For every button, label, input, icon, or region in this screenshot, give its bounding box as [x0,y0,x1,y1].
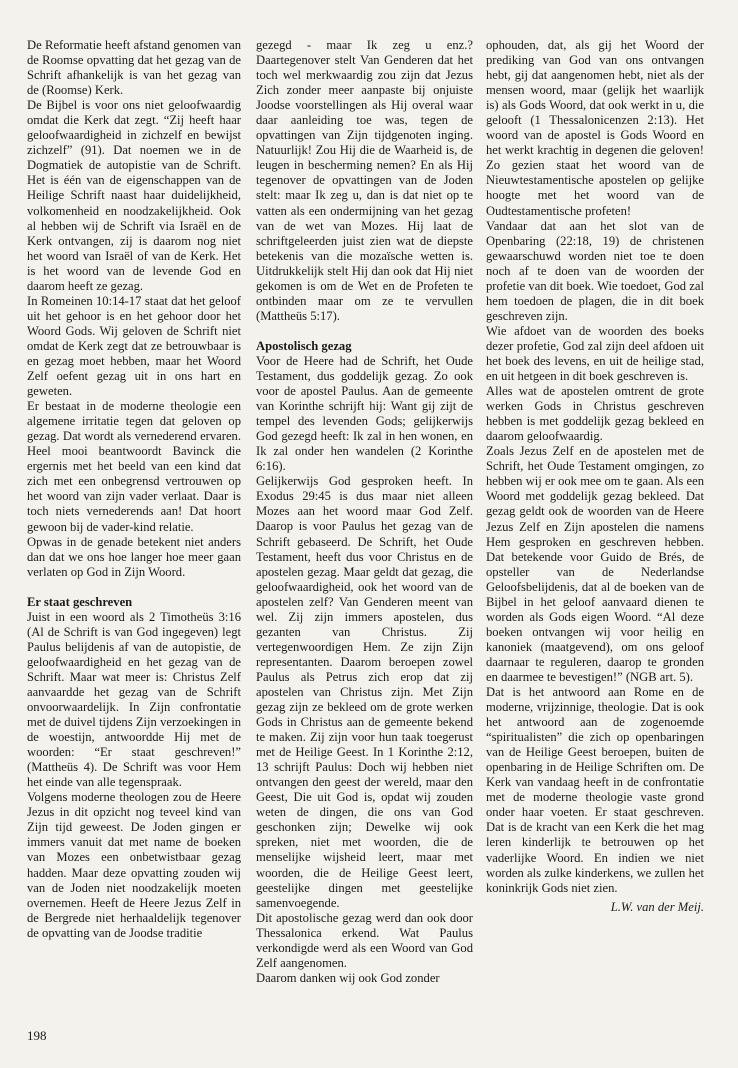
author-signature: L.W. van der Meij. [610,899,704,914]
paragraph: Dit apostolische gezag werd dan ook door Thessalonica erkend. Wat Paulus verkondigde werd als een Woord van God Zelf aangenomen. [256,910,473,970]
paragraph: De Reformatie heeft afstand genomen van de Roomse opvatting dat het gezag van de Schrift afhankelijk is van het gezag van de (Roomse) Kerk. [27,38,241,98]
section-heading: Apostolisch gezag [256,338,352,353]
paragraph: Volgens moderne theologen zou de Heere Jezus in dit opzicht nog teveel kind van Zijn tijd geweest. De Joden gingen er immers vanuit dat met name de boeken van Mozes een onbetwistbaar gezag hadden. Maar deze opvatting zouden wij van de Joden niet noodzakelijk moeten overnemen. Heeft de Heere Jezus Zelf in de Bergrede niet herhaaldelijk tegenover de opvatting van de Joodse traditie [27,790,241,940]
paragraph: Juist in een woord als 2 Timotheüs 3:16 (Al de Schrift is van God ingegeven) legt Paulus belijdenis af van de autopistie, de geloofwaardigheid en het gezag van de Schrift. Maar wat meer is: Christus Zelf aanvaardde het gezag van de Schrift onvoorwaardelijk. In Zijn confrontatie met de duivel tijdens Zijn verzoekingen in de woestijn, antwoordde Hij met de woorden: “Er staat geschreven!” (Mattheüs 4). De Schrift was voor Hem het einde van alle tegenspraak. [27,609,241,790]
paragraph: Vandaar dat aan het slot van de Openbaring (22:18, 19) de christenen gewaarschuwd worden niet toe te doen noch af te doen van de woorden der profetie van dit boek. Wie toedoet, God zal hem toedoen de plagen, die in dit boek geschreven zijn. [486,218,704,323]
paragraph: ophouden, dat, als gij het Woord der prediking van God van ons ontvangen hebt, gij dat aangenomen hebt, niet als der mensen woord, maar (gelijk het waarlijk is) als Gods Woord, dat ook werkt in u, die gelooft (1 Thessalonicenzen 2:13). Het woord van de apostel is Gods Woord en het werkt krachtig in degenen die geloven! Zo gezien staat het woord van de Nieuwtestamentische apostelen op gelijke hoogte met het woord van de Oudtestamentische profeten! [486,38,704,218]
column-1 [27,38,241,941]
paragraph: In Romeinen 10:14-17 staat dat het geloof uit het gehoor is en het gehoor door het Woord Gods. Wij geloven de Schrift niet omdat de Kerk zegt dat ze betrouwbaar is en gezag moet hebben, maar het Woord Zelf oefent gezag uit in ons hart en geweten. [27,293,241,399]
paragraph: Alles wat de apostelen omtrent de grote werken Gods in Christus geschreven hebben is met goddelijk gezag bekleed en daarom geloofwaardig. [486,384,704,444]
paragraph: Wie afdoet van de woorden des boeks dezer profetie, God zal zijn deel afdoen uit het boek des levens, en uit de heilige stad, en uit hetgeen in dit boek geschreven is. [486,323,704,384]
column-2 [256,38,473,986]
paragraph: Daarom danken wij ook God zonder [256,970,440,985]
section-heading: Er staat geschreven [27,594,133,609]
paragraph: gezegd - maar Ik zeg u enz.? Daartegenover stelt Van Genderen dat het toch wel merkwaardig zou zijn dat Jezus Zich zonder meer aanpaste bij onjuiste Joodse voorstellingen als Hij overal waar daar aanleiding toe was, tegen de opvattingen van Zijn tijdgenoten inging. Natuurlijk! Zou Hij die de Waarheid is, de leugen in bescherming nemen? En als Hij tegenover de opvattingen van de Joden stelt: maar Ik zeg u, dan is dat niet op te vatten als een ondermijning van het gezag van de wet van Mozes. Hij laat de schriftgeleerden juist zien wat de diepste betekenis van die mozaïsche wetten is. Uitdrukkelijk stelt Hij dan ook dat Hij niet gekomen is om de Wet en de Profeten te ontbinden maar om ze te vervullen (Mattheüs 5:17). [256,38,473,323]
paragraph: Opwas in de genade betekent niet anders dan dat we ons hoe langer hoe meer gaan verlaten op God in Zijn Woord. [27,534,241,579]
paragraph: Voor de Heere had de Schrift, het Oude Testament, dus goddelijk gezag. Zo ook voor de apostel Paulus. Aan de gemeente van Korinthe schrijft hij: Want gij zijt de tempel des levenden Gods; gelijkerwijs God gezegd heeft: Ik zal in hen wonen, en Ik zal onder hen wandelen (2 Korinthe 6:16). [256,353,473,474]
page-number: 198 [27,1028,47,1043]
column-3 [486,38,704,915]
paragraph: Zoals Jezus Zelf en de apostelen met de Schrift, het Oude Testament omgingen, zo hebben wij er ook mee om te gaan. Als een Woord met goddelijk gezag bekleed. Dat gezag geldt ook de woorden van de Heere Jezus Zelf en Zijn apostelen die namens Hem gesproken en geschreven hebben. Dat betekende voor Guido de Brés, de opsteller van de Nederlandse Geloofsbelijdenis, dat al de boeken van de Bijbel in het geloof aanvaard dienen te worden als Gods eigen Woord. “Al deze boeken ontvangen wij voor heilig en kanoniek (maatgevend), om ons geloof daarnaar te reguleren, daarop te gronden en daarmee te bevestigen!” (NGB art. 5). [486,444,704,684]
paragraph: Er bestaat in de moderne theologie een algemene irritatie tegen dat geloven op gezag. Dat wordt als vernederend ervaren. Heel mooi beantwoordt Bavinck die ergernis met het beeld van een kind dat zich met een onbegrensd vertrouwen op het woord van zijn vader verlaat. Daar is toch niets vernederends aan! Dat hoort gewoon bij de vader-kind relatie. [27,399,241,534]
paragraph: Dat is het antwoord aan Rome en de moderne, vrijzinnige, theologie. Dat is ook het antwoord aan de zogenoemde “spiritualisten” die zich op openbaringen van de Heilige Geest beroepen, buiten de openbaring in de Heilige Schriften om. De Kerk van vandaag heeft in de confrontatie met de moderne theologie vaste grond onder haar voeten. Er staat geschreven. Dat is de kracht van een Kerk die het mag leren kinderlijk te betrouwen op het vaderlijke Woord. En indien we niet worden als zulke kinderkens, we zullen het koninkrijk Gods niet zien. [486,685,704,895]
paragraph: Gelijkerwijs God gesproken heeft. In Exodus 29:45 is dus maar niet alleen Mozes aan het woord maar God Zelf. Daarop is voor Paulus het gezag van de Schrift gebaseerd. De Schrift, het Oude Testament, heeft dus voor Christus en de apostelen gezag. Maar geldt dat gezag, die geloofwaardigheid, ook het woord van de apostelen zelf? Van Genderen meent van wel. Zij zijn immers apostelen, dus gezanten van Christus. Zij vertegenwoordigen Hem. Ze zijn Zijn representanten. Daarom beroepen zowel Paulus als Petrus zich erop dat zij apostelen van Christus zijn. Met Zijn gezag zijn ze bekleed om de grote werken Gods in Christus aan de gemeente bekend te maken. Zij zijn voor hun taak toegerust met de Heilige Geest. In 1 Korinthe 2:12, 13 schrijft Paulus: Doch wij hebben niet ontvangen den geest der wereld, maar den Geest, Die uit God is, opdat wij zouden weten de dingen, die ons van God geschonken zijn; Dewelke wij ook spreken, niet met woorden, die de menselijke wijsheid leert, maar met woorden, die de Heilige Geest leert, geestelijke dingen met geestelijke samenvoegende. [256,474,473,910]
paragraph: De Bijbel is voor ons niet geloofwaardig omdat die Kerk dat zegt. “Zij heeft haar geloofwaardigheid in zichzelf en bewijst zichzelf” (91). Dat noemen we in de Dogmatiek de autopistie van de Schrift. Het is één van de eigenschappen van de Heilige Schrift naast haar duidelijkheid, volkomenheid en noodzakelijkheid. Ook al hebben wij de Schrift via Israël en de Kerk ontvangen, zij is daarom nog niet het woord van Israël of van de Kerk. Het is het woord van de levende God en daarom heeft ze gezag. [27,98,241,293]
